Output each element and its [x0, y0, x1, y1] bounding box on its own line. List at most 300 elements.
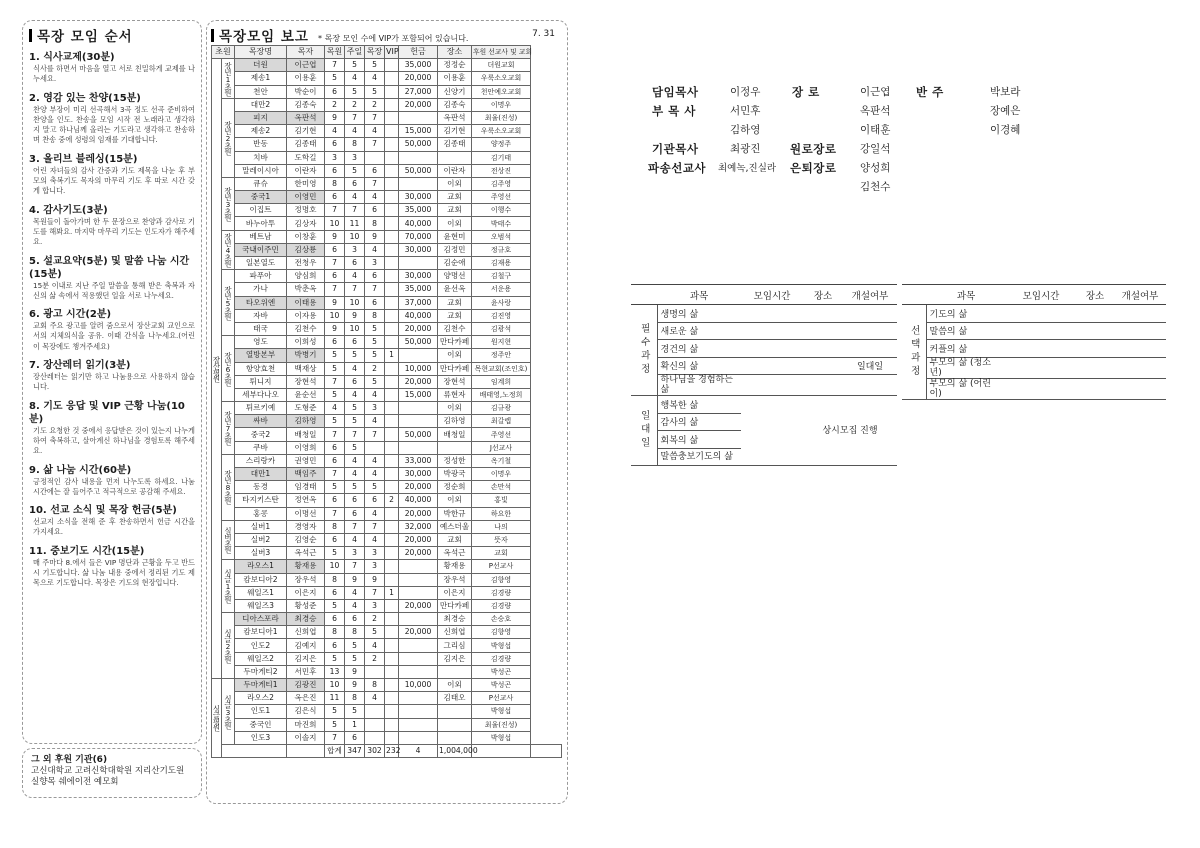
report-cell: 이외	[438, 679, 472, 692]
report-cell: 6	[345, 507, 365, 520]
damim-label: 담임목사	[652, 85, 699, 99]
report-cell: 50,000	[399, 164, 438, 177]
report-cell: 5	[345, 349, 365, 362]
report-cell	[385, 468, 399, 481]
course-row	[902, 378, 1166, 399]
course-name: 경건의 삶	[657, 340, 741, 358]
report-row	[212, 415, 562, 428]
course-cell: 일대일	[843, 357, 897, 375]
course-cell	[1076, 378, 1114, 399]
report-cell	[385, 388, 399, 401]
report-cell: 이란자	[438, 164, 472, 177]
report-cell	[385, 613, 399, 626]
course-time-cell	[741, 396, 803, 466]
bumoksa-name-1: 서민후	[730, 105, 761, 117]
report-cell	[399, 613, 438, 626]
report-cell: 김영순	[287, 533, 325, 546]
report-cell: 7	[365, 138, 385, 151]
report-cell: 5	[325, 415, 345, 428]
course-row	[902, 305, 1166, 323]
report-row	[212, 718, 562, 731]
report-cell	[385, 441, 399, 454]
report-cell: 자바	[235, 309, 287, 322]
report-cell	[385, 125, 399, 138]
report-cell: 윤선옥	[438, 283, 472, 296]
report-cell: 6	[345, 177, 365, 190]
report-cell: 박형섭	[472, 705, 531, 718]
report-cell: J선교사	[472, 441, 531, 454]
report-cell	[399, 257, 438, 270]
report-row	[212, 362, 562, 375]
report-cell	[385, 336, 399, 349]
report-cell	[365, 151, 385, 164]
report-cell: 장우석	[438, 573, 472, 586]
meeting-step-heading: 3. 올리브 블레싱(15분)	[29, 153, 138, 165]
report-cell: 20,000	[399, 626, 438, 639]
course-header-row	[902, 285, 1166, 305]
report-cell: 10,000	[399, 362, 438, 375]
report-cell: 5	[365, 336, 385, 349]
report-cell: 6	[365, 164, 385, 177]
report-cell: 3	[345, 243, 365, 256]
report-table	[211, 45, 562, 758]
report-cell: 4	[365, 468, 385, 481]
report-cell: 박성곤	[472, 679, 531, 692]
report-cell: 4	[345, 599, 365, 612]
report-cell: 5	[325, 481, 345, 494]
course-cell	[1114, 378, 1166, 399]
report-cell: 타지키스탄	[235, 494, 287, 507]
report-cell: 이외	[438, 402, 472, 415]
report-cell: 손만석	[472, 481, 531, 494]
course-name: 행복한 삶	[657, 396, 741, 414]
support-line-1: 고신대학교 고려신학대학원 지리산기도원	[31, 766, 185, 776]
report-cell: 경영자	[287, 520, 325, 533]
report-cell: 4	[365, 191, 385, 204]
report-row	[212, 731, 562, 744]
report-cell	[365, 705, 385, 718]
report-cell: 정규호	[472, 243, 531, 256]
report-cell	[399, 573, 438, 586]
report-header-cell: 목자	[287, 46, 325, 59]
report-cell: 이영희	[287, 441, 325, 454]
report-cell: 일본열도	[235, 257, 287, 270]
course-row	[631, 305, 897, 323]
report-header-cell: 목장명	[235, 46, 287, 59]
report-cell: 김상룡	[287, 243, 325, 256]
report-cell: 8	[325, 626, 345, 639]
report-cell	[385, 204, 399, 217]
report-cell: 백임주	[287, 468, 325, 481]
report-cell: 김기태	[472, 151, 531, 164]
report-cell: 김재용	[472, 257, 531, 270]
course-name: 부모의 삶 (청소년)	[926, 357, 1006, 378]
meeting-step	[29, 504, 195, 538]
course-cell	[741, 375, 803, 396]
report-cell: 1	[385, 349, 399, 362]
course-cell	[843, 375, 897, 396]
report-cell: 라오스2	[235, 692, 287, 705]
report-cell	[385, 375, 399, 388]
report-cell	[365, 731, 385, 744]
report-cell	[385, 270, 399, 283]
report-row	[212, 468, 562, 481]
report-cell	[385, 85, 399, 98]
report-cell: 이용훈	[438, 72, 472, 85]
report-cell: 10	[345, 322, 365, 335]
report-cell: 양심희	[287, 270, 325, 283]
report-cell: 정명호	[287, 204, 325, 217]
report-cell: 이솔지	[287, 731, 325, 744]
report-header-row	[212, 46, 562, 59]
report-cell: 4	[345, 362, 365, 375]
support-box	[22, 748, 202, 798]
report-cell: 7	[345, 520, 365, 533]
course-cell	[1006, 357, 1076, 378]
report-cell	[385, 599, 399, 612]
report-row	[212, 243, 562, 256]
report-cell: 이란자	[287, 164, 325, 177]
report-header-cell: 목장	[365, 46, 385, 59]
report-cell: 7	[325, 375, 345, 388]
report-cell: 황성준	[287, 599, 325, 612]
report-cell: 33,000	[399, 454, 438, 467]
report-cell	[385, 639, 399, 652]
course-cell	[1114, 305, 1166, 323]
course-cell	[1114, 357, 1166, 378]
course-header-cell: 과목	[657, 285, 741, 305]
report-cell: 11	[325, 692, 345, 705]
meeting-step	[29, 464, 195, 498]
report-cell: 정순희	[438, 481, 472, 494]
course-cell	[1006, 340, 1076, 358]
report-cell: 5	[325, 388, 345, 401]
report-row	[212, 125, 562, 138]
report-cell: 김정민	[438, 243, 472, 256]
report-cell: 옥판석	[287, 111, 325, 124]
report-cell: 김기현	[287, 125, 325, 138]
support-line-2: 실향목 쉐에이전 예모회	[31, 777, 119, 787]
banju-name-1: 박보라	[990, 86, 1021, 98]
report-cell	[365, 718, 385, 731]
report-cell	[385, 151, 399, 164]
report-row	[212, 270, 562, 283]
report-cell: 대만2	[235, 98, 287, 111]
report-cell	[385, 428, 399, 441]
banju-name-3: 이경혜	[990, 124, 1021, 136]
report-cell	[385, 718, 399, 731]
euntoe-label: 은퇴장로	[790, 161, 837, 175]
report-cell: 6	[345, 494, 365, 507]
report-cell: 우룩소오교회	[472, 125, 531, 138]
report-cell: 5	[345, 441, 365, 454]
report-cell: 7	[325, 468, 345, 481]
elder-name-1: 이근엽	[860, 86, 891, 98]
report-cell: 30,000	[399, 468, 438, 481]
report-cell: 배청일	[287, 428, 325, 441]
report-cell: 6	[325, 494, 345, 507]
report-cell: 8	[325, 573, 345, 586]
report-cell: 4	[345, 191, 365, 204]
meeting-step-heading: 5. 설교요약(5분) 및 말씀 나눔 시간(15분)	[29, 255, 190, 280]
report-cell	[385, 322, 399, 335]
report-cell: 신희엽	[438, 626, 472, 639]
report-cell: 김종태	[438, 138, 472, 151]
report-cell: 양명선	[438, 270, 472, 283]
report-cell: 최경승	[287, 613, 325, 626]
report-cell: 권영민	[287, 454, 325, 467]
report-cell: 8	[345, 692, 365, 705]
report-cell: 6	[365, 494, 385, 507]
report-header-cell: 주일	[345, 46, 365, 59]
bumoksa-name-2: 김하영	[730, 124, 761, 136]
course-cell	[1076, 357, 1114, 378]
course-table-elective	[902, 284, 1166, 400]
report-cell: 장현석	[287, 375, 325, 388]
report-cell: 4	[365, 454, 385, 467]
report-row	[212, 533, 562, 546]
report-cell: 7	[345, 111, 365, 124]
report-cell: 5	[345, 402, 365, 415]
course-cell	[741, 305, 803, 323]
report-cell: 7	[345, 204, 365, 217]
report-cell: 박병기	[287, 349, 325, 362]
meeting-step	[29, 204, 195, 248]
report-header-cell: 후원 선교사 및 교회	[472, 46, 531, 59]
report-cell: 이외	[438, 177, 472, 190]
report-cell: 천안예오교회	[472, 85, 531, 98]
report-row	[212, 296, 562, 309]
report-cell: 말레이시아	[235, 164, 287, 177]
report-cell	[385, 243, 399, 256]
report-cell: 오범석	[472, 230, 531, 243]
report-cell: 옥석근	[438, 547, 472, 560]
report-cell: 김상자	[287, 217, 325, 230]
report-cell: 박순이	[287, 85, 325, 98]
elder-name-3: 이태훈	[860, 124, 891, 136]
report-cell: 교회	[472, 547, 531, 560]
support-title: 그 외 후원 기관(6)	[31, 755, 108, 765]
report-cell: 이용훈	[287, 72, 325, 85]
report-cell: 교회	[438, 191, 472, 204]
course-cell	[1076, 305, 1114, 323]
report-cell: 6	[325, 454, 345, 467]
report-cell	[385, 72, 399, 85]
report-cell: 타오위엔	[235, 296, 287, 309]
report-cell: 스리랑카	[235, 454, 287, 467]
course-cell	[803, 357, 843, 375]
report-cell: 캄보디아1	[235, 626, 287, 639]
report-cell: 김순애	[438, 257, 472, 270]
report-row	[212, 639, 562, 652]
report-cell: 큐슈	[235, 177, 287, 190]
report-cell: 35,000	[399, 204, 438, 217]
report-cell	[399, 441, 438, 454]
report-row	[212, 72, 562, 85]
report-cell: 한미영	[287, 177, 325, 190]
report-cell: 정성한	[438, 454, 472, 467]
meeting-step-heading: 8. 기도 응답 및 VIP 근황 나눔(10분)	[29, 400, 185, 425]
course-cell	[803, 340, 843, 358]
report-row	[212, 204, 562, 217]
report-cell: 9	[345, 309, 365, 322]
report-cell: 27,000	[399, 85, 438, 98]
report-cell: 1	[385, 586, 399, 599]
report-cell: 대만1	[235, 468, 287, 481]
meeting-step-body: 15분 이내로 지난 주일 말씀을 통해 받은 축복과 자신의 삶 속에서 적용했던 일을 서로 나누세요.	[33, 280, 195, 300]
report-cell: 두마게티1	[235, 679, 287, 692]
report-row	[212, 507, 562, 520]
report-cell	[399, 652, 438, 665]
report-cell: 중국2	[235, 428, 287, 441]
report-total-cell	[472, 744, 531, 757]
report-cell: 황재용	[287, 560, 325, 573]
banju-name-2: 장예은	[990, 105, 1021, 117]
report-cell: 6	[325, 586, 345, 599]
report-cell	[399, 705, 438, 718]
report-cell: 6	[345, 613, 365, 626]
banju-label: 반 주	[916, 85, 944, 99]
report-cell: 김천수	[287, 322, 325, 335]
report-row	[212, 652, 562, 665]
report-cell: 이명선	[287, 507, 325, 520]
report-cell	[399, 692, 438, 705]
report-cell	[385, 547, 399, 560]
report-cell: 15,000	[399, 125, 438, 138]
report-cell: 5	[325, 718, 345, 731]
report-row	[212, 428, 562, 441]
report-row	[212, 705, 562, 718]
report-cell: 7	[325, 731, 345, 744]
report-cell: 50,000	[399, 336, 438, 349]
report-cell: 20,000	[399, 481, 438, 494]
meeting-order-title: 목장 모임 순서	[29, 25, 195, 45]
report-cell: 4	[345, 454, 365, 467]
report-cell: 20,000	[399, 507, 438, 520]
report-cell: 나의	[472, 520, 531, 533]
report-cell: 국내이주민	[235, 243, 287, 256]
report-cell: 배청일	[438, 428, 472, 441]
report-cell: 2	[325, 98, 345, 111]
report-row	[212, 283, 562, 296]
report-date: 7. 31	[532, 29, 555, 39]
report-cell: 주영선	[472, 191, 531, 204]
course-header-cell: 장소	[1076, 285, 1114, 305]
report-cell	[385, 481, 399, 494]
report-cell	[438, 731, 472, 744]
report-cell: 배태영,노정희	[472, 388, 531, 401]
report-cell: 김태오	[438, 692, 472, 705]
gigwan-name: 최광진	[730, 143, 761, 155]
report-cell: 40,000	[399, 494, 438, 507]
report-total-cell: 4	[399, 744, 438, 757]
report-cell: 3	[365, 599, 385, 612]
report-cell: 10	[325, 309, 345, 322]
report-cell: 37,000	[399, 296, 438, 309]
report-cell: 김광석	[472, 322, 531, 335]
report-row	[212, 191, 562, 204]
report-cell: 5	[325, 652, 345, 665]
report-cell: 최경승	[438, 613, 472, 626]
report-cell: 쿠바	[235, 441, 287, 454]
report-cell: 6	[345, 731, 365, 744]
report-cell	[385, 98, 399, 111]
course-cell	[803, 305, 843, 323]
report-cell: 이희성	[287, 336, 325, 349]
report-cell: 웨일즈3	[235, 599, 287, 612]
report-cell	[385, 573, 399, 586]
meeting-step	[29, 92, 195, 146]
report-cell: 이집트	[235, 204, 287, 217]
report-cell: 옥은진	[287, 692, 325, 705]
report-cell: 4	[345, 586, 365, 599]
report-cell: 40,000	[399, 217, 438, 230]
meeting-step-heading: 7. 장산레터 읽기(3분)	[29, 360, 131, 372]
report-cell: 5	[325, 547, 345, 560]
meeting-step-body: 선교지 소식을 전해 준 후 찬송하면서 헌금 시간을 가지세요.	[33, 517, 195, 537]
report-cell: 전상진	[472, 164, 531, 177]
report-row	[212, 665, 562, 678]
report-cell: 20,000	[399, 547, 438, 560]
report-cell: 황재용	[438, 560, 472, 573]
report-cell: 2	[365, 613, 385, 626]
course-header-cell	[902, 285, 926, 305]
course-cell	[843, 305, 897, 323]
report-cell: 웨일즈2	[235, 652, 287, 665]
report-cell: 5	[365, 349, 385, 362]
report-cell: 그리심	[438, 639, 472, 652]
report-cell: 5	[345, 705, 365, 718]
report-cell: 3	[365, 547, 385, 560]
report-cell: 6	[325, 533, 345, 546]
report-cell: 웨일즈1	[235, 586, 287, 599]
report-header-cell: 목원	[325, 46, 345, 59]
report-row	[212, 560, 562, 573]
report-cell: 이행수	[472, 204, 531, 217]
report-cell: 김진영	[472, 309, 531, 322]
report-cell: 10	[345, 296, 365, 309]
bumoksa-label: 부 목 사	[652, 104, 696, 118]
report-cell	[399, 639, 438, 652]
report-cell: 5	[325, 599, 345, 612]
report-cell: 30,000	[399, 270, 438, 283]
report-cell	[399, 718, 438, 731]
report-cell: 6	[325, 441, 345, 454]
report-cell: 신양기	[438, 85, 472, 98]
report-cell	[385, 59, 399, 72]
report-cell	[399, 151, 438, 164]
meeting-step-body: 목원들이 돌아가며 한 두 문장으로 찬양과 감사로 기도를 해봐요. 마지막 마무리 기도는 인도자가 해주세요.	[33, 216, 195, 247]
report-cell: 9	[325, 111, 345, 124]
report-cell: 더원교회	[472, 59, 531, 72]
report-cell: 7	[325, 257, 345, 270]
meeting-step-heading: 2. 영감 있는 찬양(15분)	[29, 92, 141, 104]
report-row	[212, 111, 562, 124]
meeting-step-body: 교회 주요 광고를 알려 줌으로서 장산교회 교인으로서의 지체의식을 공유. 이때 간식을 나누세요.(어린이 목장에도 챙겨주세요)	[33, 321, 195, 351]
report-cell: 옥판석	[438, 111, 472, 124]
report-cell: 4	[325, 402, 345, 415]
report-cell: 7	[325, 59, 345, 72]
report-cell: 김경량	[472, 586, 531, 599]
report-cell: 김지은	[287, 652, 325, 665]
report-cell: 태국	[235, 322, 287, 335]
meeting-step-heading: 9. 삶 나눔 시간(60분)	[29, 464, 132, 476]
report-cell: 손승호	[472, 613, 531, 626]
report-cell: 9	[365, 230, 385, 243]
report-cell: 5	[345, 481, 365, 494]
report-cell: 백재상	[287, 362, 325, 375]
report-cell: 전청우	[287, 257, 325, 270]
